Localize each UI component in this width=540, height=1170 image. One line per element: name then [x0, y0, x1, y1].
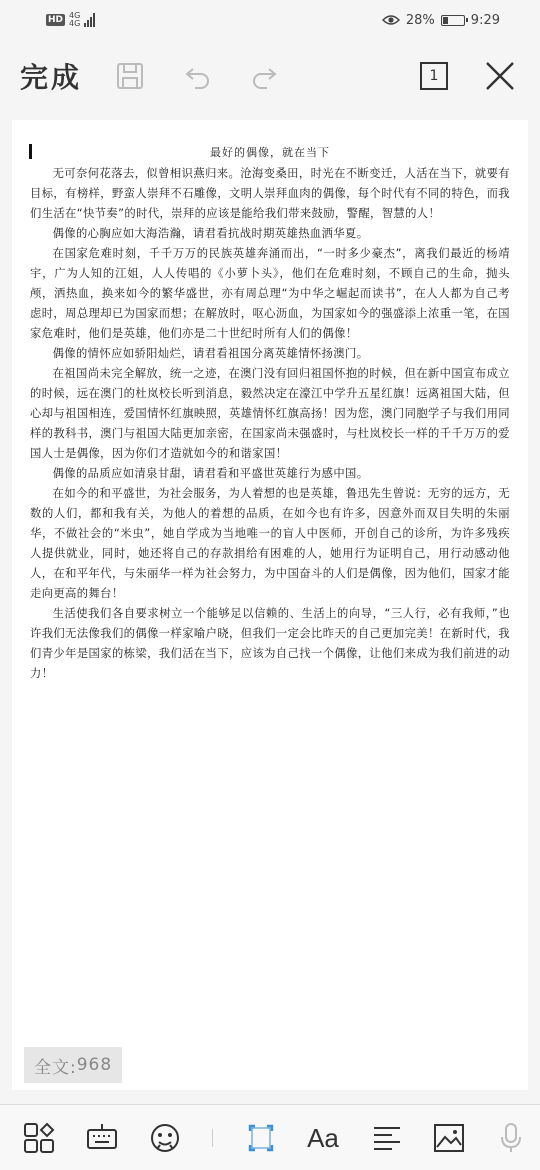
keyboard-icon[interactable]	[85, 1121, 119, 1155]
undo-icon[interactable]	[180, 58, 216, 94]
page-number-label: 1	[429, 68, 439, 84]
status-right	[382, 13, 500, 28]
document-paragraph: 在国家危难时刻，千千万万的民族英雄奔涌而出，“一时多少豪杰”，离我们最近的杨靖宇，广为人知的江姐，人人传唱的《小萝卜头》，他们在危难时刻，不顾自己的生命，抛头颅，洒热血，换来如今的繁华盛世，亦有周总理“为中华之崛起而读书”，在人人都为自己考虑时，周总理却已为国家而想；在解放时，呕心沥血，为国家如今的强盛添上浓重一笔，在国家危难时，他们是英雄，他们亦是二十世纪时所有人们的偶像！	[30, 247, 510, 340]
layout-icon[interactable]	[22, 1121, 56, 1155]
document-page[interactable]	[12, 120, 528, 1090]
signal-icon	[84, 13, 95, 27]
word-count-label: 全文:	[34, 1057, 77, 1078]
image-icon[interactable]	[432, 1121, 466, 1155]
network-type	[69, 12, 80, 28]
status-bar	[0, 0, 540, 40]
crop-icon[interactable]	[244, 1121, 278, 1155]
redo-icon[interactable]	[246, 58, 282, 94]
document-paragraph: 生活使我们各自要求树立一个能够足以信赖的、生活上的向导，“三人行，必有我师，”也许我们无法像我们的偶像一样家喻户晓，但我们一定会比昨天的自己更加完美！在新时代，我们青少年是国家的栋梁，我们活在当下，应该为自己找一个偶像，让他们来成为我们前进的动力！	[30, 607, 510, 680]
text-cursor	[29, 144, 32, 159]
network-label-top: 4G	[69, 11, 81, 20]
document-paragraph: 在如今的和平盛世，为社会服务，为人着想的也是英雄，鲁迅先生曾说：无穷的远方，无数的人们，都和我有关，为他人的着想的品质，在如今也有许多，因意外而双目失明的朱丽华，不做社会的“米虫”，她自学成为当地唯一的盲人中医师，开创自己的诊所，为许多残疾人提供就业，同时，她还将自己的存款捐给有困难的人，她用行为证明自己，用行动感动他人，在和平年代，与朱丽华一样为社会努力，为中国奋斗的人们是偶像，因为他们，国家才能走向更高的舞台！	[30, 487, 510, 600]
text-format-icon[interactable]	[306, 1121, 340, 1155]
document-title: 最好的偶像，就在当下	[210, 146, 330, 159]
save-icon[interactable]	[112, 58, 148, 94]
hd-badge: HD	[48, 15, 64, 25]
document-paragraph: 偶像的心胸应如大海浩瀚，请君看抗战时期英雄热血洒华夏。	[52, 227, 369, 240]
emoji-icon[interactable]	[148, 1121, 182, 1155]
document-paragraph: 在祖国尚未完全解放，统一之迹，在澳门没有回归祖国怀抱的时候，但在新中国宣布成立的时候，远在澳门的杜岚校长听到消息，毅然决定在濠江中学升五星红旗！远离祖国大陆，但心却与祖国相连，爱国情怀红旗映照，英雄情怀红旗高扬！因为您，澳门同胞学子与我们用同样的教科书，澳门与祖国大陆更加亲密，在国家尚未强盛时，与杜岚校长一样的千千万万的爱国人士是偶像，因为你们才造就如今的和谐家国！	[30, 367, 510, 460]
document-paragraph: 偶像的品质应如清泉甘甜，请君看和平盛世英雄行为感中国。	[52, 467, 369, 480]
battery-icon	[441, 15, 465, 26]
document-paragraph: 偶像的情怀应如骄阳灿烂，请君看祖国分离英雄情怀扬澳门。	[52, 347, 369, 360]
close-icon[interactable]	[482, 58, 518, 94]
text-format-label: Aa	[307, 1122, 339, 1153]
toolbar-divider	[212, 1129, 213, 1147]
word-count-badge	[24, 1047, 122, 1083]
document-paragraph: 无可奈何花落去，似曾相识燕归来。沧海变桑田，时光在不断变迁，人活在当下，就要有目标，有榜样，野蛮人崇拜不石雕像，文明人崇拜血肉的偶像，每个时代有不同的特色，而我们生活在“快节奏”的时代，崇拜的应该是能给我们带来鼓励，警醒，智慧的人！	[30, 167, 510, 220]
document-body[interactable]	[12, 164, 528, 684]
microphone-icon[interactable]	[494, 1121, 528, 1155]
word-count-value: 968	[76, 1055, 113, 1075]
eye-comfort-icon	[382, 14, 400, 26]
align-icon[interactable]	[370, 1121, 404, 1155]
battery-percent: 28%	[405, 12, 435, 28]
clock: 9:29	[470, 12, 500, 28]
page-number-icon[interactable]	[416, 58, 452, 94]
done-button[interactable]: 完成	[20, 61, 83, 94]
status-left	[46, 12, 95, 28]
network-label-bottom: 4G	[69, 19, 81, 28]
battery-fill	[443, 17, 448, 24]
bottom-toolbar	[0, 1104, 540, 1170]
editor-toolbar	[0, 40, 540, 112]
